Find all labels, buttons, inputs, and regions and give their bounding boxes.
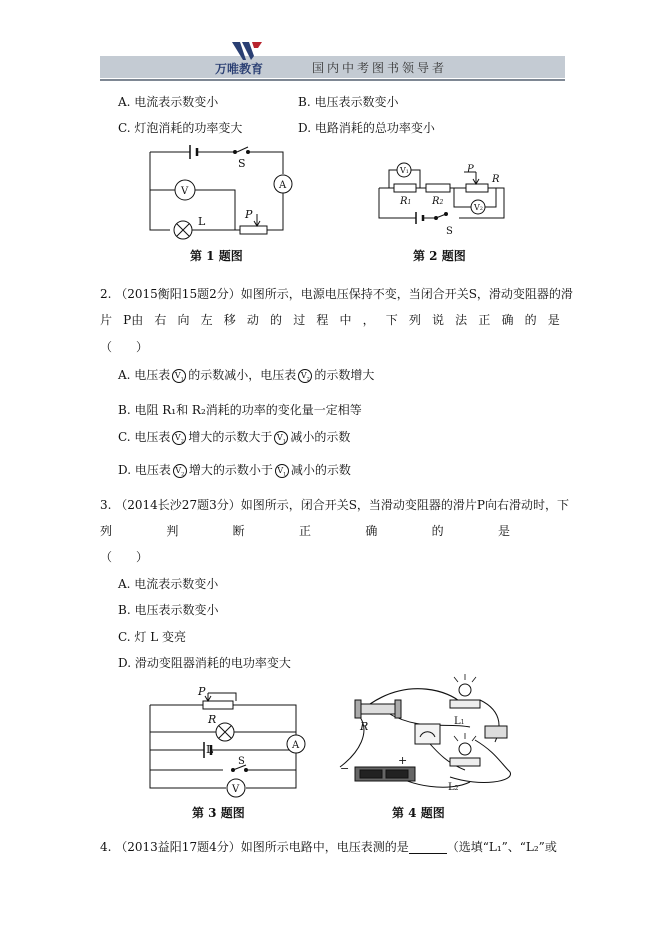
q1-option-b: B. 电压表示数变小 — [298, 95, 399, 109]
figure-2-circuit — [374, 158, 514, 238]
voltmeter-v1-icon: $V_1$ — [275, 464, 289, 478]
voltmeter-v1-icon: $V_1$ — [172, 369, 186, 383]
resistor-r2 — [426, 184, 450, 192]
svg-text:S: S — [446, 226, 453, 237]
q2-stem-line1: 2. （2015衡阳15题2分）如图所示，电源电压保持不变，当闭合开关S，滑动变阻器的滑 — [100, 287, 573, 301]
svg-text:V: V — [232, 784, 240, 795]
voltmeter-v2-icon: $V_2$ — [173, 464, 187, 478]
resistor-r1 — [394, 184, 416, 192]
q1-option-c: C. 灯泡消耗的功率变大 — [118, 121, 243, 135]
answer-blank[interactable] — [409, 843, 447, 854]
figure-1-circuit — [145, 142, 305, 242]
svg-text:+: + — [398, 754, 408, 767]
q2-answer-paren: （ ） — [100, 340, 149, 354]
svg-text:L2: L2 — [448, 782, 459, 793]
q3-option-d: D. 滑动变阻器消耗的电功率变大 — [118, 656, 291, 670]
rheostat-icon — [240, 226, 267, 234]
bulb-icon — [459, 743, 471, 755]
page-header — [0, 0, 661, 90]
svg-text:V: V — [181, 186, 189, 197]
figure-4-apparatus — [330, 672, 520, 797]
rheostat-icon — [203, 701, 233, 709]
figure-2-caption: 第 2 题图 — [413, 249, 466, 263]
bulb-icon — [459, 684, 471, 696]
svg-text:R: R — [360, 720, 369, 733]
svg-text:V1: V1 — [400, 166, 409, 175]
svg-text:S: S — [238, 756, 245, 767]
q3-stem-line2: 列 判 断 正 确 的 是 — [100, 524, 510, 538]
q1-option-d: D. 电路消耗的总功率变小 — [298, 121, 435, 135]
q2-option-b: B. 电阻 R₁和 R₂消耗的功率的变化量一定相等 — [118, 403, 362, 417]
q2-option-a: A. 电压表 $V_1$ 的示数减小，电压表 $V_2$ 的示数增大 — [118, 368, 375, 383]
q3-stem-line1: 3. （2014长沙27题3分）如图所示，闭合开关S，当滑动变阻器的滑片P向右滑动时，下 — [100, 498, 570, 512]
q2-option-d: D. 电压表 $V_2$ 增大的示数小于 $V_1$ 减小的示数 — [118, 463, 351, 478]
svg-text:A: A — [292, 740, 300, 751]
q1-option-a: A. 电流表示数变小 — [118, 95, 219, 109]
q3-option-c: C. 灯 L 变亮 — [118, 630, 186, 644]
figure-4-caption: 第 4 题图 — [392, 806, 445, 820]
rheostat-icon — [358, 704, 398, 714]
svg-text:L: L — [206, 743, 214, 756]
q4-stem: 4. （2013益阳17题4分）如图所示电路中，电压表测的是 （选填“L₁”、“L₂”或 — [100, 840, 557, 854]
voltmeter-v1-icon: $V_1$ — [274, 431, 288, 445]
svg-text:P: P — [467, 164, 474, 175]
q3-option-b: B. 电压表示数变小 — [118, 603, 219, 617]
svg-text:R: R — [208, 713, 217, 726]
header-rule — [100, 79, 565, 81]
svg-text:R2: R2 — [432, 196, 444, 207]
svg-text:A: A — [279, 180, 287, 191]
svg-text:P: P — [245, 208, 253, 221]
q3-answer-paren: （ ） — [100, 550, 149, 564]
svg-text:V2: V2 — [474, 203, 483, 212]
q2-option-c: C. 电压表 $V_2$ 增大的示数大于 $V_1$ 减小的示数 — [118, 430, 351, 445]
voltmeter-v2-icon: $V_2$ — [298, 369, 312, 383]
q2-stem-line2: 片 P由 右 向 左 移 动 的 过 程 中 ， 下 列 说 法 正 确 的 是 — [100, 313, 560, 327]
figure-1-caption: 第 1 题图 — [190, 249, 243, 263]
voltmeter-v2-icon: $V_2$ — [172, 431, 186, 445]
svg-text:−: − — [340, 762, 350, 775]
figure-3-circuit — [148, 685, 308, 795]
svg-text:R: R — [492, 174, 500, 185]
rheostat-r — [466, 184, 488, 192]
figure-3-caption: 第 3 题图 — [192, 806, 245, 820]
switch-icon — [485, 726, 507, 738]
svg-text:P: P — [198, 685, 206, 698]
fig1-label-s: S — [238, 157, 246, 170]
svg-text:R1: R1 — [400, 196, 412, 207]
svg-text:L: L — [198, 215, 206, 228]
q3-option-a: A. 电流表示数变小 — [118, 577, 219, 591]
lamp-l1-base — [450, 700, 480, 708]
svg-text:L1: L1 — [454, 716, 465, 727]
lamp-l2-base — [450, 758, 480, 766]
voltmeter-icon — [415, 724, 440, 744]
header-slogan: 国内中考图书领导者 — [312, 61, 448, 75]
brand-name: 万唯教育 — [215, 62, 264, 76]
